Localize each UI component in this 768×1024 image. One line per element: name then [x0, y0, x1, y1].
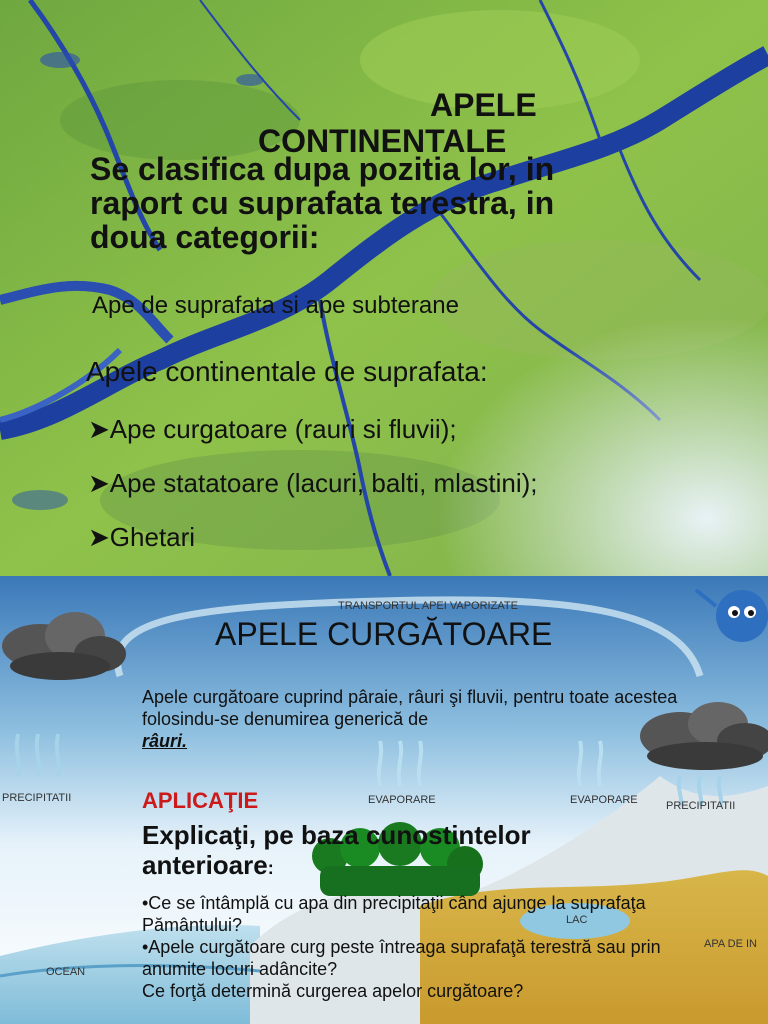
arrow-bullet-icon: ➤ [88, 414, 110, 444]
question-item: •Apele curgătoare curg peste întreaga suprafaţă terestră sau prin anumite locuri adâncite? [142, 937, 661, 979]
explain-text: Explicaţi, pe baza cunostintelor anterioare [142, 820, 531, 880]
label-groundwater: APA DE IN [704, 938, 757, 950]
slide1-title-line1: APELE [430, 87, 537, 123]
surface-waters-heading [86, 356, 488, 388]
slide-flowing-waters [0, 576, 768, 1024]
slide1-title-line2: CONTINENTALE [258, 123, 507, 159]
rivers-term: râuri. [142, 731, 188, 751]
arrow-bullet-icon: ➤ [88, 468, 110, 498]
label-precip-left: PRECIPITATII [2, 792, 72, 804]
explain-colon: : [267, 858, 274, 878]
explain-heading [142, 820, 622, 883]
question-item: •Ce se întâmplă cu apa din precipitaţii când ajunge la suprafaţa Pământului? [142, 893, 646, 935]
questions-list [142, 892, 702, 1002]
bullet-item [88, 414, 457, 445]
label-transport: TRANSPORTUL APEI VAPORIZATE [338, 600, 518, 612]
label-evap-right: EVAPORARE [570, 794, 638, 806]
label-lake: LAC [566, 914, 588, 926]
bullet-item [88, 522, 195, 553]
description-paragraph [142, 686, 682, 752]
description-text: Apele curgătoare cuprind pâraie, râuri şi fluvii, pentru toate acestea folosindu-se denumirea generică de [142, 687, 678, 729]
bullet-text: Ape statatoare (lacuri, balti, mlastini); [109, 468, 538, 498]
surface-underground-text: Ape de suprafata si ape subterane [92, 292, 459, 319]
bullet-text: Ape curgatoare (rauri si fluvii); [109, 414, 457, 444]
question-item: Ce forţă determină curgerea apelor curgătoare? [142, 981, 524, 1001]
application-label: APLICAŢIE [142, 788, 259, 813]
surface-waters-heading-text: Apele continentale de suprafata [86, 356, 480, 387]
slide1-intro: Se clasifica dupa pozitia lor, in raport cu suprafata terestra, in doua categorii: [90, 151, 555, 255]
bullet-item [88, 468, 538, 499]
label-precip-right: PRECIPITATII [666, 800, 736, 812]
label-ocean: OCEAN [46, 966, 86, 978]
label-evap-left: EVAPORARE [368, 794, 436, 806]
arrow-bullet-icon: ➤ [88, 522, 110, 552]
slide2-title: APELE CURGĂTOARE [215, 616, 553, 652]
bullet-text: Ghetari [109, 522, 196, 552]
heading-colon: : [479, 356, 488, 387]
